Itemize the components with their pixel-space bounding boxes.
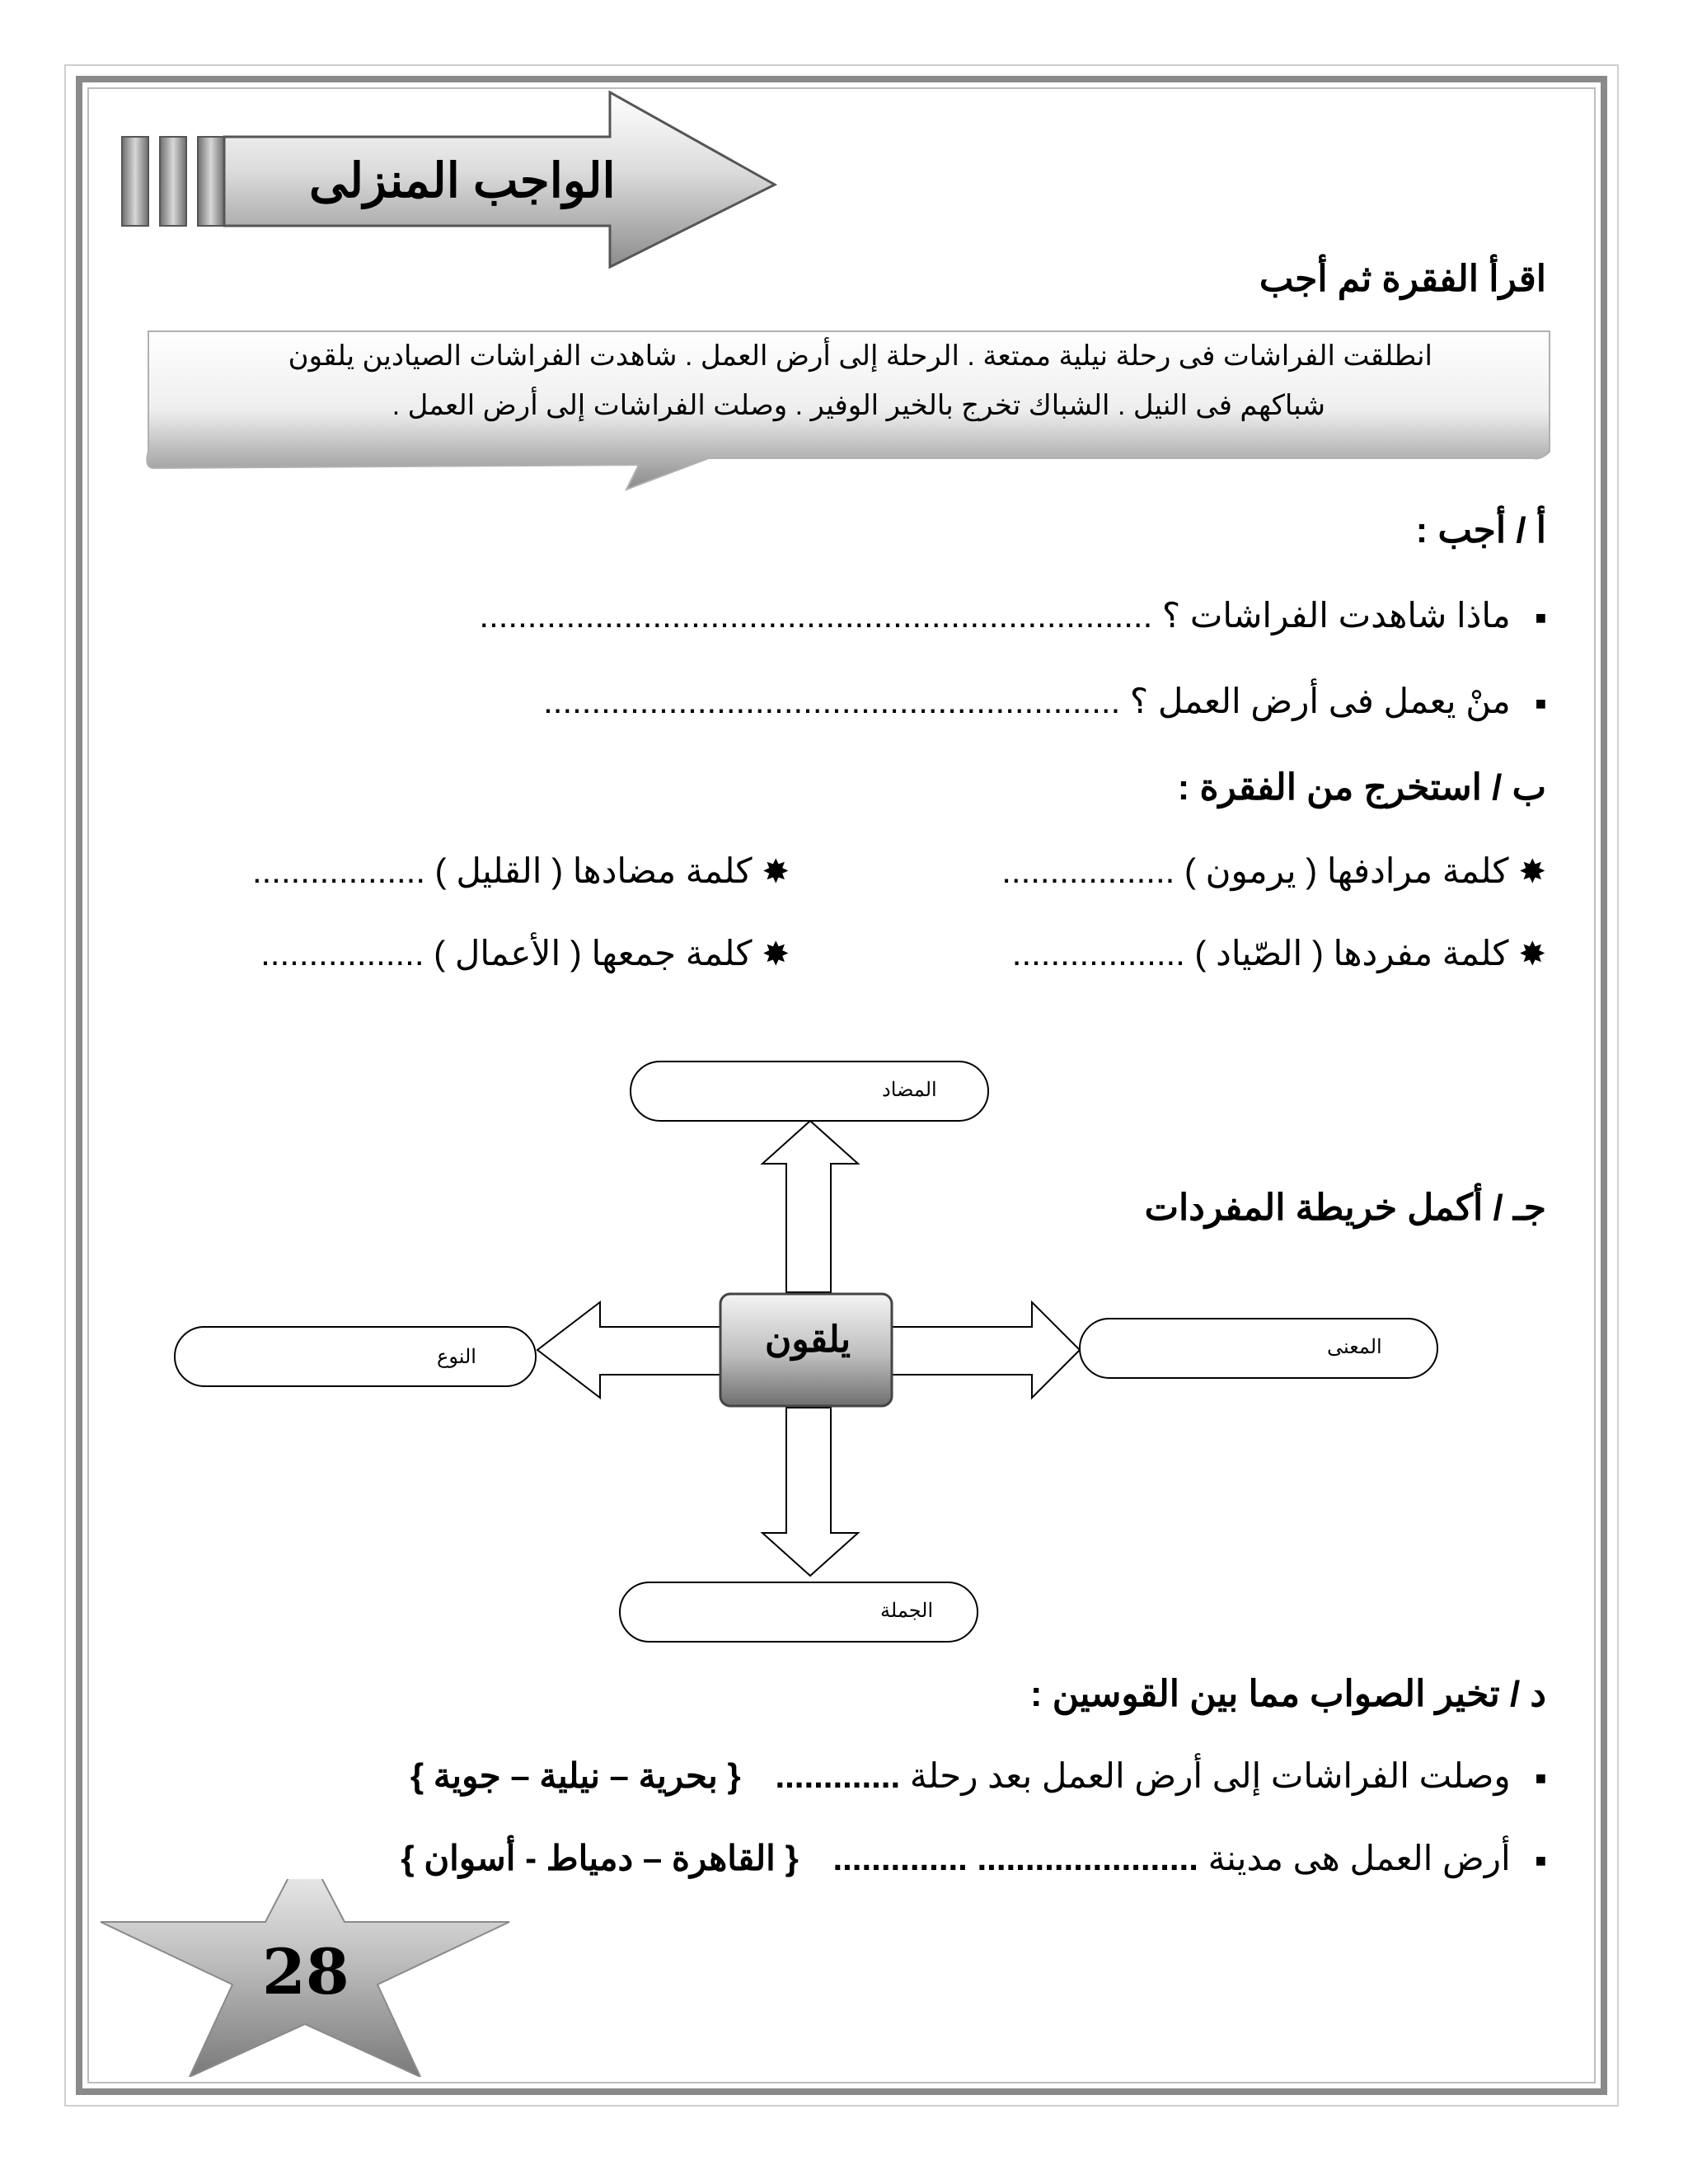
passage-line: انطلقت الفراشات فى رحلة نيلية ممتعة . الرحلة إلى أرض العمل . شاهدت الفراشات الصيادين يلقون xyxy=(288,340,1432,372)
oval-label-meaning: المعنى xyxy=(1327,1336,1382,1358)
arrow-right xyxy=(892,1302,1080,1398)
arrow-left xyxy=(537,1302,720,1398)
choice-row xyxy=(401,1838,1546,1878)
oval-type xyxy=(175,1327,536,1386)
answer-blank[interactable]: ...................................................................... xyxy=(479,596,1153,635)
answer-blank[interactable]: .................. xyxy=(251,851,425,890)
answer-blank[interactable]: ................. xyxy=(260,934,424,972)
extract-item: كلمة مرادفها ( يرمون ) xyxy=(1184,851,1509,890)
extract-item: كلمة جمعها ( الأعمال ) xyxy=(434,934,753,972)
star-bullet-icon: ✸ xyxy=(1518,936,1546,972)
section-a-heading: أ / أجب : xyxy=(1415,510,1546,551)
choice-question: أرض العمل هى مدينة xyxy=(1207,1839,1511,1877)
arrow-up xyxy=(762,1121,858,1292)
arrow-down xyxy=(762,1408,858,1576)
extract-item: كلمة مضادها ( القليل ) xyxy=(434,851,753,890)
answer-blank[interactable]: ............. xyxy=(775,1756,901,1795)
answer-blank[interactable]: .................. xyxy=(1011,934,1185,972)
center-word: يلقون xyxy=(765,1319,851,1360)
square-bullet-icon: ■ xyxy=(1535,1849,1546,1871)
oval-meaning xyxy=(1080,1319,1437,1378)
choice-row xyxy=(410,1755,1546,1796)
oval-label-sentence: الجملة xyxy=(880,1600,934,1622)
instruction-heading: اقرأ الفقرة ثم أجب xyxy=(1259,259,1546,299)
choice-options: { القاهرة – دمياط - أسوان } xyxy=(401,1839,799,1877)
answer-blank[interactable]: .................. xyxy=(1001,851,1175,890)
passage-line: شباكهم فى النيل . الشباك تخرج بالخير الوفير . وصلت الفراشات إلى أرض العمل . xyxy=(392,390,1325,421)
square-bullet-icon: ■ xyxy=(1535,692,1546,714)
page-number: 28 xyxy=(262,1935,349,2008)
square-bullet-icon: ■ xyxy=(1535,607,1546,628)
section-b-heading: ب / استخرج من الفقرة : xyxy=(1177,767,1546,808)
star-bullet-icon: ✸ xyxy=(762,936,790,972)
oval-label-type: النوع xyxy=(437,1346,476,1368)
section-c-heading: جـ / أكمل خريطة المفردات xyxy=(1144,1188,1546,1228)
choice-question: وصلت الفراشات إلى أرض العمل بعد رحلة xyxy=(909,1756,1511,1795)
oval-label-antonym: المضاد xyxy=(882,1079,937,1101)
answer-blank[interactable]: ....................... .............. xyxy=(832,1839,1198,1877)
question-text: ماذا شاهدت الفراشات ؟ xyxy=(1161,596,1511,635)
choice-options: { بحرية – نيلية – جوية } xyxy=(410,1756,741,1795)
answer-blank[interactable]: ............................................................ xyxy=(543,682,1121,720)
square-bullet-icon: ■ xyxy=(1535,1767,1546,1788)
section-d-heading: د / تخير الصواب مما بين القوسين : xyxy=(1029,1674,1546,1714)
star-bullet-icon: ✸ xyxy=(1518,854,1546,890)
star-bullet-icon: ✸ xyxy=(762,854,790,890)
page-title: الواجب المنزلى xyxy=(309,154,616,208)
question-text: منْ يعمل فى أرض العمل ؟ xyxy=(1129,682,1511,720)
extract-item: كلمة مفردها ( الصّياد ) xyxy=(1194,934,1509,972)
